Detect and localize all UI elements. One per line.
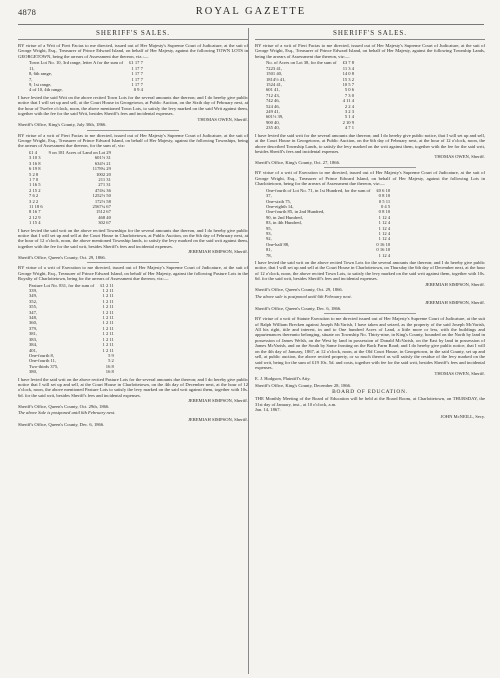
lot-amount-cell: 2567¼ 67	[92, 203, 111, 209]
lot-amount-cell: 1 2 11	[102, 325, 114, 331]
sheriff-office-line: Sheriff's Office, Queen's County, Oct. 29th, 1866.	[18, 403, 110, 409]
left-column	[18, 29, 248, 429]
lot-amount-cell: 0 4 5	[380, 203, 391, 209]
lot-description-cell: 1 15 4	[29, 220, 41, 226]
page-header	[18, 7, 484, 21]
lot-amount-cell: 0 8 10	[378, 209, 391, 215]
separator	[87, 262, 179, 263]
notice-townships: BY virtue of a writ of Fieri Facias to me directed, issued out of Her Majesty's Supreme Court of Judicature, at the suit of George Wright, Esq., Treasurer of Prince Edward Island, on behalf of Her Majesty, against the following Townships, being the arrears of Assessment due thereon, for the sum of, viz:	[18, 132, 248, 149]
lot-amount-cell: 0 16 10	[376, 247, 391, 253]
lot-description-cell: Pasture Lot No. 831, for the sum of	[29, 282, 95, 288]
lot-description-cell: 379,	[29, 325, 38, 331]
lot-description-cell: 1 16 5	[29, 182, 41, 188]
table-row	[263, 125, 357, 130]
lot-amount-cell: 5 9	[108, 352, 114, 358]
lot-description-cell: 37,	[266, 193, 272, 199]
sheriff-office-line: Sheriff's Office, Queen's County, Oct. 29, 1866.	[18, 254, 106, 260]
township-lands-table	[263, 60, 357, 130]
lot-amount-cell: 468 40	[98, 214, 111, 220]
lot-amount-cell: 1 2 11	[102, 342, 114, 348]
sheriff-signature: JEREMIAH SIMPSON, Sheriff.	[188, 416, 248, 422]
lot-description-cell: 11 18 6	[29, 203, 43, 209]
lot-description-cell: 524 46,	[266, 103, 280, 109]
lot-amount-cell: 0 5 11	[378, 198, 391, 204]
lot-description-cell: 2 12 9	[29, 214, 41, 220]
lot-amount-cell: 474¾ 36	[94, 187, 111, 193]
lot-description-cell: One-sixth 75,	[266, 198, 292, 204]
lot-description-cell: 5 2 8	[29, 171, 39, 177]
lot-description-cell: 352,	[29, 298, 38, 304]
pasture-lots-table	[26, 283, 117, 375]
lot-amount-cell: 10 5 7	[342, 81, 355, 87]
lot-amount-cell: 2 2 4	[344, 103, 355, 109]
sheriff-office-line: Sheriff's Office, King's County, Oct. 27, 1866.	[255, 159, 341, 165]
separator	[324, 167, 416, 168]
lot-amount-cell: 5 2	[108, 358, 114, 364]
lot-description-cell: 93,	[266, 230, 272, 236]
lot-amount-cell: 16 8	[105, 363, 114, 369]
plaintiff-attorney: E. J. Hodgson, Plaintiff's Atty.	[255, 376, 311, 382]
lot-amount-cell: 1 2 11	[102, 309, 114, 315]
lot-amount-cell: 1 17 7	[131, 81, 143, 87]
header-rule	[18, 24, 484, 25]
lot-amount-cell: 1 17 7	[131, 65, 143, 71]
lot-description-cell: 235 40,	[266, 125, 280, 131]
lot-amount-cell: 0 9 4	[133, 87, 143, 93]
lot-description-cell: 8 16 7	[29, 209, 41, 215]
lot-description-cell: 90, in 2nd Hundred,	[266, 214, 303, 220]
lot-amount-cell: 1 2 11	[102, 304, 114, 310]
lot-description-cell: 380,	[29, 369, 38, 375]
right-section-heading: SHERIFF'S SALES.	[255, 29, 485, 40]
lot-amount-cell: 3 2 3	[344, 109, 355, 115]
lot-description-cell: 355,	[29, 304, 38, 310]
lot-amount-cell: 5 0 6	[344, 87, 355, 93]
separator	[87, 130, 179, 131]
lot-description-cell: 3 2 2	[29, 198, 39, 204]
lot-description-cell: 601½ 39,	[266, 114, 284, 120]
sheriff-signature: JEREMIAH SIMPSON, Sheriff.	[425, 300, 485, 306]
lot-description-cell: 1524 41,	[266, 81, 283, 87]
lot-amount-cell: 1 12 4	[378, 225, 391, 231]
notice-georgetown-town-lots: BY virtue of a Writ of Fieri Facias to me directed, issued out of Her Majesty's Supreme Court of Judicature, at the suit of George Wright, Esq., Treasurer of Prince Edward Island, on behalf of Her Majesty, against the following TOWN LOTS in GEORGETOWN, being the arrears of Assessment due thereon, viz.:—	[18, 43, 248, 59]
lot-amount-cell: 16 8	[105, 369, 114, 375]
lot-description-cell: 249 41,	[266, 109, 280, 115]
sheriff-signature: THOMAS OWEN, Sheriff.	[434, 370, 485, 376]
lot-amount-cell: 1 17 7	[131, 76, 143, 82]
lot-amount-cell: 1 2 11	[102, 347, 114, 353]
notice-pasture-lots: BY virtue of a writ of Execution to me directed, issued out of Her Majesty's Supreme Court of Judicature, at the suit of George Wright, Esq., Treasurer of Prince Edward Island, on behalf of Her Majesty, against the following Pasture Lots in the Royalty of Charlottetown, being for the arrears of Assessment due thereon, viz:—	[18, 265, 248, 282]
table-row	[26, 220, 114, 225]
lot-description-cell: 4 of 10, 4th range,	[29, 87, 63, 93]
lot-description-cell: £1 4	[29, 149, 38, 155]
lot-amount-cell: 211 31	[98, 176, 111, 182]
lot-amount-cell: 1 12 4	[378, 230, 391, 236]
separator	[324, 313, 416, 314]
left-section-heading: SHERIFF'S SALES.	[18, 29, 248, 40]
lot-amount-cell: 601½ 31	[94, 155, 111, 161]
charlottetown-lots-table	[263, 188, 393, 258]
town-lots-table	[26, 60, 146, 92]
notice-statute-execution: BY virtue of a writ of Statute Execution to me directed issued out of Her Majesty's Supreme Court of Judicature, at the suit of Ralph William Brecken against Joseph McVarish, I have taken and seized, as the property of the said Joseph McVarish, All his right, title and interest, in and to One hundred Acres of Land, a little more or less, with the buildings and appurtenances thereunto belonging, situate on Township No. Thirty-nine, in King's County, bounded on the North by land in possession of James Welsh, on the West by land in possession of Donald McVarish, on the East by land in possession of James McVarish, and on the South by Same fronting on the Back Farm Road; and I do hereby give public notice, that I will on the 4th day of January, 1867, at 12 o'clock, noon, at the Old Court House, in Georgetown, in the said County, set up and sell, at public auction, the above recited property, or so much thereof as will satisfy the residue of the levy marked on the said writ, being for the sum of £19 10s. 5d. and costs, together with fee for the said writ, besides Sheriff's fees and incidental expenses.	[255, 316, 485, 371]
lot-amount-cell: 5 1 4	[344, 114, 355, 120]
lot-amount-cell: 302 67	[98, 220, 111, 226]
lot-description-cell: One-half 88,	[266, 241, 290, 247]
lot-description-cell: 742 46,	[266, 98, 280, 104]
lot-amount-cell: 1178¾ 29	[92, 166, 111, 172]
sheriff-office-line: Sheriff's Office, King's County, December 28, 1866.	[255, 382, 352, 388]
sheriff-signature: THOMAS OWEN, Sheriff.	[434, 154, 485, 160]
lot-description-cell: 78,	[266, 252, 272, 258]
sheriff-signature: JEREMIAH SIMPSON, Sheriff.	[425, 281, 485, 287]
lot-amount-cell: 1002 20	[95, 171, 111, 177]
lot-amount-cell: 1 2 11	[102, 293, 114, 299]
sheriff-office-line: Sheriff's Office, Queen's County, Dec. 6, 1866.	[18, 422, 105, 428]
table-row	[263, 253, 393, 258]
lot-description-cell: One-eighth 14,	[266, 203, 294, 209]
lot-description-cell: 7223 41,	[266, 65, 283, 71]
lot-description-cell: 712 43,	[266, 92, 280, 98]
board-secretary-signature: JOHN McNEILL, Secy.	[440, 413, 485, 419]
lot-description-cell: 92,	[266, 236, 272, 242]
lot-amount-cell: 2 10 9	[342, 119, 355, 125]
board-of-education-notice: THE Monthly Meeting of the Board of Education will be held at the Board Room, at Charlottetown, on THURSDAY, the 31st day of January, inst., at 10 o'clock, a.m.	[255, 396, 485, 407]
lot-description-cell: 381,	[29, 331, 38, 337]
lot-description-cell: 81,	[266, 247, 272, 253]
lot-description-cell: 83, in 4th Hundred,	[266, 220, 302, 226]
lot-amount-cell: 172½ 58	[94, 198, 111, 204]
lot-description-cell: 401,	[29, 347, 38, 353]
postponement-note: The above sale is postponed until 6th February next.	[255, 293, 352, 299]
sheriff-signature: THOMAS OWEN, Sheriff.	[197, 116, 248, 122]
lot-description-cell: One-fourth 8,	[29, 352, 55, 358]
lot-amount-cell: £0 6 10	[376, 187, 391, 193]
lot-description-cell: 95,	[266, 225, 272, 231]
column-divider	[248, 28, 249, 674]
lot-amount-cell: 15 3 2	[342, 76, 355, 82]
lot-description-cell: 383,	[29, 336, 38, 342]
sheriff-office-line: Sheriff's Office, Queen's County, Oct. 29, 1866.	[255, 287, 343, 293]
lot-amount-cell: £1 2 11	[100, 282, 114, 288]
lot-description-cell: Town Lot No. 10, 3rd range, letter A for the sum of	[29, 60, 124, 66]
lot-description-cell: One-fourth of Lot No. 71, in 1st Hundred, for the sum of	[266, 187, 371, 193]
lot-amount-cell: 1 2 11	[102, 320, 114, 326]
board-notice-date: Jan. 14, 1867.	[255, 407, 281, 413]
right-column	[255, 29, 485, 419]
lot-amount-cell: 1 2 11	[102, 336, 114, 342]
lot-amount-cell: 9 on 181 Acres of Land on Lot 29	[48, 149, 111, 155]
lot-amount-cell: 1512 67	[95, 209, 111, 215]
lot-description-cell: 1501 40,	[266, 71, 283, 77]
table-row	[263, 60, 357, 65]
lot-amount-cell: 7 3 0	[344, 92, 355, 98]
lot-description-cell: 601 41,	[266, 87, 280, 93]
table-row	[26, 87, 146, 92]
notice-body: I have levied the said Writ on the above recited Town Lots for the several amounts due thereon; and I do hereby give public notice that I will set up and sell, at the Court House in Georgetown, at Public Auction, on the Sixth day of February next, at the hour of Twelve o'clock, noon, the above mentioned Town Lots, to satisfy the levy marked on the said Writ against them, together with the fee for the said Writ, besides Sheriff's fees and incidental expenses.	[18, 94, 248, 117]
lot-amount-cell: 1 12 4	[378, 214, 391, 220]
sheriff-signature: JEREMIAH SIMPSON, Sheriff.	[188, 249, 248, 255]
lot-description-cell: 384,	[29, 342, 38, 348]
lot-description-cell: One-fourth 85, in 2nd Hundred,	[266, 209, 325, 215]
lot-description-cell: 347,	[29, 309, 38, 315]
lot-description-cell: 9, 1st range,	[29, 81, 52, 87]
lot-description-cell: One-fourth 11,	[29, 358, 57, 364]
page-number: 4878	[18, 7, 37, 17]
lot-description-cell: 7,	[29, 76, 33, 82]
board-of-education-heading: BOARD OF EDUCATION.	[332, 388, 408, 395]
lot-description-cell: 1814½ 41,	[266, 76, 286, 82]
lot-description-cell: 2 15 2	[29, 187, 41, 193]
notice-body: I have levied the said writ for the several amounts due thereon; and I do hereby give public notice, that I will set up and sell, at the Court House in Georgetown, at Public Auction, on the 6th day of February next, at the hour of 12 o'clock, noon, the above described Township Lands, to satisfy the levy marked on the writ against them, together with the fee for the said writ, besides Sheriff's fees and incidental expenses.	[255, 132, 485, 154]
townships-table	[26, 150, 114, 226]
lot-amount-cell: 14 0 8	[342, 71, 355, 77]
notice-body: I have levied the said writ on the above recited Town Lots for the several amounts due thereon; and I do hereby give public notice, that I will set up and sell at the Court House in Charlottetown, on Thursday the 6th day of December next, at the hour of 12 o'clock, noon, the above recited Town Lots, to satisfy the levy marked on the said writ against them, together with 10s. 6d. for the said writ, besides Sheriff's fees and incidental expenses.	[255, 260, 485, 282]
gazette-title: ROYAL GAZETTE	[195, 6, 307, 17]
lot-description-cell: 349,	[29, 293, 38, 299]
lot-amount-cell: 4 7 1	[344, 125, 355, 131]
lot-amount-cell: 11 3 4	[342, 65, 355, 71]
lot-description-cell: 1 7 0	[29, 176, 39, 182]
lot-description-cell: 3 16 8	[29, 160, 41, 166]
table-row	[26, 369, 117, 374]
lot-description-cell: 7 6 2	[29, 193, 39, 199]
lot-amount-cell: 4 11 4	[342, 98, 355, 104]
lot-amount-cell: 271 31	[98, 182, 111, 188]
lot-amount-cell: 0 8 10	[378, 193, 391, 199]
lot-amount-cell: 1252½ 50	[92, 193, 111, 199]
lot-amount-cell: 1 12 4	[378, 220, 391, 226]
notice-charlottetown-lots: BY virtue of a writ of Execution to me directed, issued out of Her Majesty's Supreme Court of Judicature, at the suit of George Wright, Esq., Treasurer of Prince Edward Island, on behalf of Her Majesty, against the following Lots in Charlottetown, being for the arrears of Assessment due thereon, viz:—	[255, 170, 485, 187]
lot-amount-cell: 1 17 7	[131, 71, 143, 77]
sheriff-signature: JEREMIAH SIMPSON, Sheriff.	[188, 398, 248, 404]
lot-amount-cell: 1 12 4	[378, 252, 391, 258]
lot-description-cell: 900 40,	[266, 119, 280, 125]
notice-body: I have levied the said writ on the above recited Townships for the several amounts due thereon, and I do hereby give public notice that I will set up and sell at the Court House in Charlottetown, at Public Auction, on the 6th day of February next, at the hour of 12 o'clock, noon, the above mentioned Township lands, to satisfy the levy marked on the said writ against them, together with the fee for the said writ, besides Sheriff's fees and incidental expenses.	[18, 227, 248, 249]
lot-description-cell: 348,	[29, 315, 38, 321]
lot-description-cell: No. of Acres on Lot 38, for the sum of	[266, 60, 337, 66]
lot-amount-cell: 634½ 21	[94, 160, 111, 166]
notice-body: I have levied the said writ on the above recited Pasture Lots for the several amounts due thereon; and I do hereby give public notice that I will set up and sell, at the Court House in Charlottetown, on the 4th day of December next, at the hour of 12 o'clock, noon, the above mentioned Pasture Lots to satisfy the levy marked on the said writ against them, together with 10s. 6d. for the said writ, besides Sheriff's fees and incidental expenses.	[18, 376, 248, 398]
lot-amount-cell: 1 12 4	[378, 236, 391, 242]
lot-amount-cell: 1 2 11	[102, 331, 114, 337]
sheriff-office-line: Sheriff's Office, Queen's County, Dec. 6, 1866.	[255, 305, 342, 311]
lot-description-cell: 3 10 3	[29, 155, 41, 161]
sheriff-office-line: Sheriff's Office, King's County, July 30th, 1866.	[18, 122, 107, 128]
lot-amount-cell: 1 2 11	[102, 298, 114, 304]
postponement-note: The above Sale is postponed until 6th February next.	[18, 410, 116, 416]
lot-description-cell: 8, 6th range,	[29, 71, 52, 77]
lot-amount-cell: 1 2 11	[102, 315, 114, 321]
lot-amount-cell: £3 7 8	[342, 60, 355, 66]
lot-description-cell: 6 19 8	[29, 166, 41, 172]
lot-description-cell: 360,	[29, 320, 38, 326]
notice-township-lands: BY virtue of a writ of Fieri Facias to me directed, issued out of Her Majesty's Supreme Court of Judicature, at the suit of George Wright, Esq., Treasurer of Prince Edward Island, on behalf of Her Majesty, against the following Township Lands, being the arrears of Assessment due thereon, viz:—	[255, 43, 485, 59]
lot-description-cell: 11,	[29, 65, 35, 71]
lot-description-cell: Two-thirds 375,	[29, 363, 59, 369]
lot-amount-cell: £1 17 7	[129, 60, 143, 66]
lot-description-cell: 339,	[29, 288, 38, 294]
lot-amount-cell: 0 16 10	[376, 241, 391, 247]
lot-amount-cell: 1 2 11	[102, 288, 114, 294]
